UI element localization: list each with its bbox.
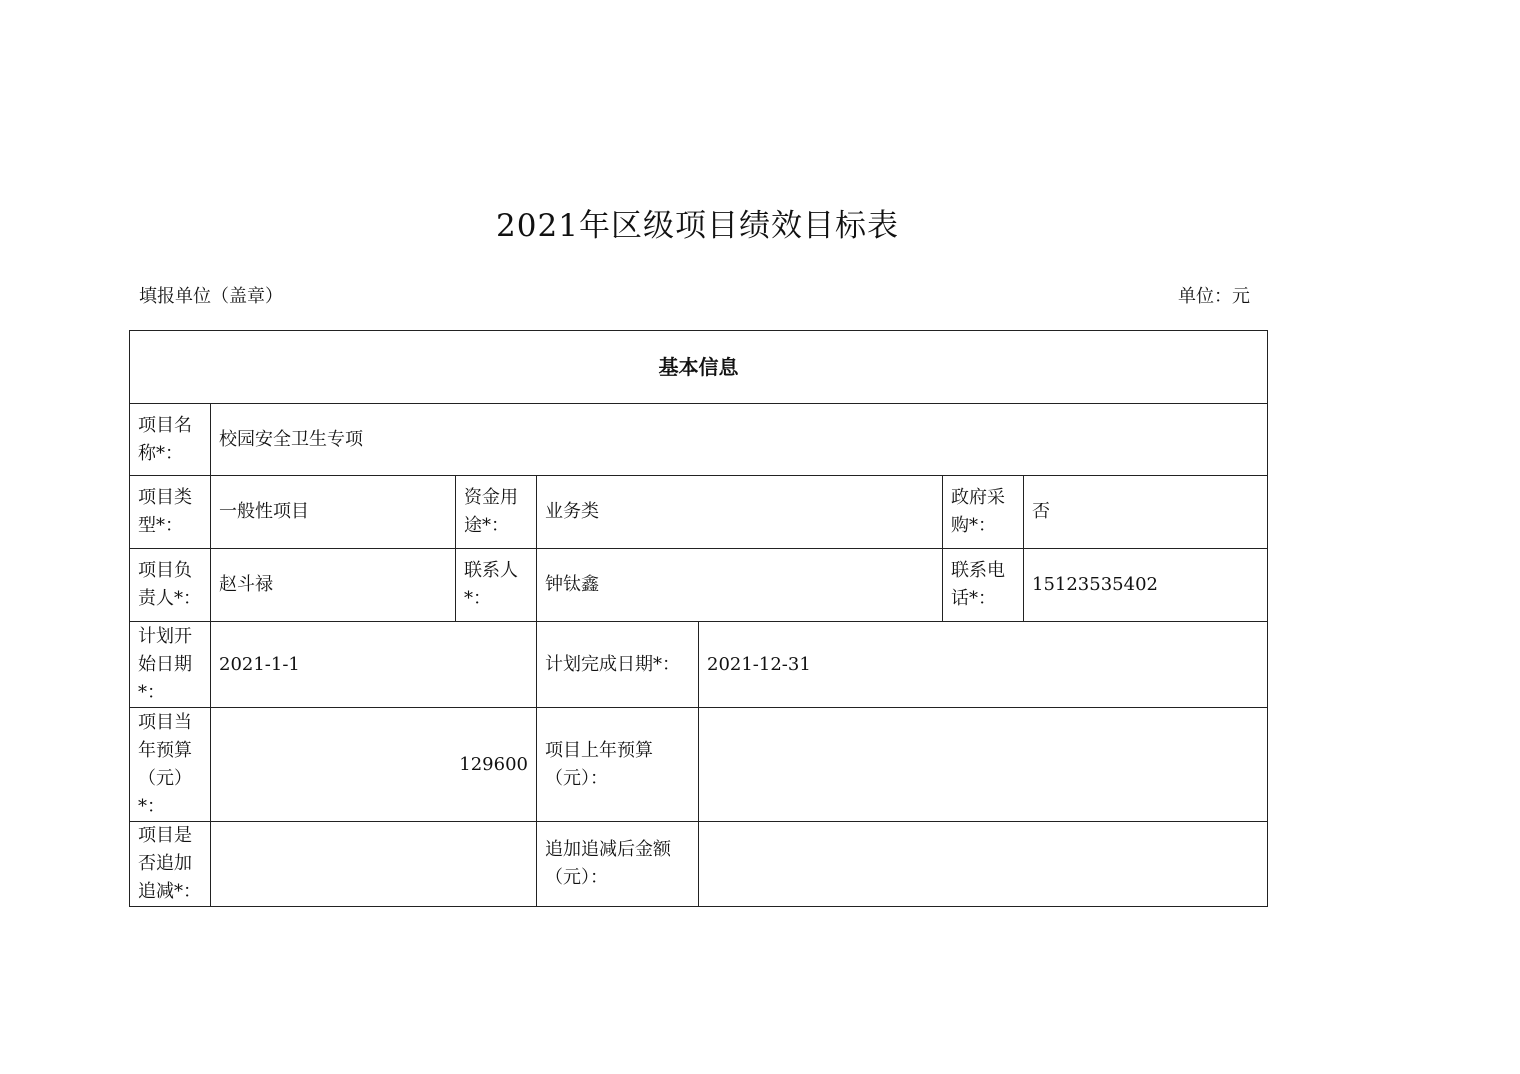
basic-info-table — [129, 330, 1268, 907]
start-date-value: 2021-1-1 — [211, 622, 537, 708]
gov-purchase-label: 政府采购*： — [943, 476, 1024, 549]
project-name-label: 项目名称*： — [130, 404, 211, 476]
project-type-value: 一般性项目 — [211, 476, 456, 549]
contact-label: 联系人*： — [456, 549, 537, 622]
adjusted-amount-value — [699, 822, 1268, 907]
page-title: 2021年区级项目绩效目标表 — [496, 208, 899, 244]
project-type-label: 项目类型*： — [130, 476, 211, 549]
adjusted-value — [211, 822, 537, 907]
fund-use-value: 业务类 — [537, 476, 943, 549]
project-leader-label: 项目负责人*： — [130, 549, 211, 622]
gov-purchase-value: 否 — [1024, 476, 1268, 549]
end-date-label: 计划完成日期*： — [537, 622, 699, 708]
phone-value: 15123535402 — [1024, 549, 1268, 622]
adjusted-amount-label: 追加追减后金额（元）： — [537, 822, 699, 907]
project-name-value: 校园安全卫生专项 — [211, 404, 1268, 476]
current-budget-label: 项目当年预算（元）*： — [130, 708, 211, 822]
adjusted-label: 项目是否追加追减*： — [130, 822, 211, 907]
filing-unit-label: 填报单位（盖章） — [139, 286, 283, 307]
project-leader-value: 赵斗禄 — [211, 549, 456, 622]
end-date-value: 2021-12-31 — [699, 622, 1268, 708]
section-header: 基本信息 — [130, 331, 1268, 404]
current-budget-value: 129600 — [211, 708, 537, 822]
prior-budget-label: 项目上年预算（元）： — [537, 708, 699, 822]
start-date-label: 计划开始日期*： — [130, 622, 211, 708]
contact-value: 钟钛鑫 — [537, 549, 943, 622]
prior-budget-value — [699, 708, 1268, 822]
currency-unit-label: 单位：元 — [1178, 286, 1250, 307]
fund-use-label: 资金用途*： — [456, 476, 537, 549]
phone-label: 联系电话*： — [943, 549, 1024, 622]
